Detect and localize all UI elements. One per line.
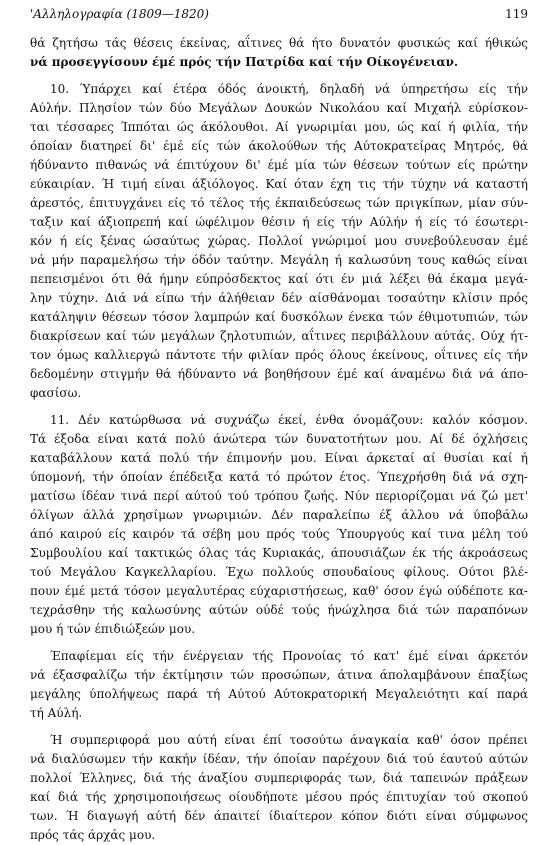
- text-line: νά έξασφαλίζω τήν έκτίμησιν τών προσώπων, άτινα άπολαμβάνουν έπαξίως: [30, 668, 528, 682]
- paragraph-gap: [30, 403, 528, 411]
- text-line: των. Ή διαγωγή αύτή δέν άπαιτεί ίδιαίτερον κόπον διότι είναι σύμφωνος: [30, 809, 528, 823]
- text-line: ται τέσσαρες Ίππόται ώς άκόλουθοι. Αί γνωριμίαι μου, ώς καί ή φιλία, τήν: [30, 120, 528, 134]
- text-line: καί διά τής χρησιμοποιήσεως οίουδήποτε μέσου πρός έπιτυχίαν τού σκοπού: [30, 790, 528, 804]
- text-line: ματίσω ίδέαν τινά περί αύτού τού τρόπου ζωής. Νύν περιορίζομαι νά ζώ μετ': [30, 489, 528, 503]
- text-line: τον όμως καλλιεργώ πάντοτε τήν φιλίαν πρός όλους έκείνους, οΐτινες είς τήν: [30, 348, 528, 362]
- text-line: ύπομονή, τήν όποίαν έπέδειξα κατά τό πρώτον έτος. Ύπεχρήσθη διά νά σχη-: [30, 470, 528, 484]
- text-line: ήδύναντο πιθανώς νά έπιτύχουν δι' έμέ μία τών θέσεων τούτων είς πρώτην: [30, 158, 528, 172]
- text-line: άρεστός, έπιτυγχάνει είς τό τέλος τής έκπαιδεύσεως τών πριγκίπων, μίαν σύν-: [30, 196, 528, 210]
- text-line: λην τύχην. Διά νά είπω τήν άλήθειαν δέν αίσθάνομαι τοσαύτην κλίσιν πρός: [30, 291, 528, 305]
- text-line: θά ζητήσω τάς θέσεις έκείνας, αΐτινες θά ήτο δυνατόν φυσικώς καί ήθικώς: [30, 36, 528, 50]
- text-line: διακρίσεων καί τών μεγάλων ζηλοτυπιών, αΐτινες περιβάλλουν αύτάς. Ούχ ήτ-: [30, 329, 528, 343]
- text-line: μου ή τών έπιδιώξεών μου.: [30, 622, 196, 636]
- running-title: 'Αλληλογραφία (1809—1820): [30, 7, 209, 21]
- text-line: 11. Δέν κατώρθωσα νά συχνάζω έκεί, ένθα όνομάζουν: καλόν κόσμον.: [50, 413, 528, 427]
- text-line: πεπεισμένοι ότι θά ήμην εύπρόσδεκτος καί ότι έν μιά λέξει θά έκαμα μεγά-: [30, 272, 528, 286]
- text-line: τή Αύλή.: [30, 706, 83, 720]
- text-line: πολλοί Έλληνες, διά τής άναξίου συμπεριφοράς των, διά ταπεινών πράξεων: [30, 771, 528, 785]
- text-line: Έπαφίεμαι είς τήν ένέργειαν τής Προνοίας τό κατ' έμέ είναι άρκετόν: [50, 649, 528, 663]
- paragraph-gap: [30, 72, 528, 80]
- text-line: νά διαλύσωμεν τήν κακήν ίδέαν, τήν όποίαν παρέχουν διά τού έαυτού αύτών: [30, 752, 528, 766]
- running-head: [30, 6, 528, 26]
- text-line: εύκαιρίαν. Ή τιμή είναι άξιόλογος. Καί όταν έχη τις τήν τύχην νά καταστή: [30, 177, 528, 191]
- paragraph: [30, 80, 528, 403]
- text-line: 10. Ύπάρχει καί έτέρα όδός άνοικτή, δηλαδή νά ύπηρετήσω είς τήν: [50, 82, 528, 96]
- text-line: πουν έμέ μετά τόσον μεγαλυτέρας εύχαριστήσεως, καθ' όσον έγώ ούδέποτε κα-: [30, 584, 528, 598]
- text-line: νά προσεγγίσουν έμέ πρός τήν Πατρίδα καί τήν Οίκογένειαν.: [30, 55, 459, 69]
- text-line: κατάληψιν θέσεων τόσον λαμπρών καί δυσκόλων ένεκα τών έθιμοτυπιών, τών: [30, 310, 528, 324]
- text-line: τού Μεγάλου Καγκελλαρίου. Έχω πολλούς σπουδαίους φίλους. Ούτοι βλέ-: [30, 565, 528, 579]
- paragraph-gap: [30, 723, 528, 731]
- paragraph: [30, 411, 528, 639]
- text-line: όλίγων άλλά χρησίμων γνωριμιών. Δέν παραλείπω έξ άλλου νά ύποβάλω: [30, 508, 528, 522]
- body-text: [30, 34, 528, 845]
- text-line: μεγάλης ύπολήψεως παρά τή Αύτού Αύτοκρατορική Μεγαλειότητι καί παρά: [30, 687, 528, 701]
- paragraph: [30, 647, 528, 723]
- text-line: άπό καιρού είς καιρόν τά σέβη μου πρός τούς Ύπουργούς καί τινα μέλη τού: [30, 527, 528, 541]
- text-line: κόν ή είς ξένας ώσαύτως χώρας. Πολλοί γνώριμοί μου συνεβούλευσαν έμέ: [30, 234, 528, 248]
- text-line: Τά έξοδα είναι κατά πολύ άνώτερα τών δυνατοτήτων μου. Αί δέ όχλήσεις: [30, 432, 528, 446]
- text-line: καταβάλλουν κατά πολύ τήν έπιμονήν μου. Είναι άρκεταί αί θυσίαι καί ή: [30, 451, 528, 465]
- text-line: δεδομένην στιγμήν θά ήδύναντο νά βοηθήσουν έμέ καί άναμένω διά νά άπο-: [30, 367, 528, 381]
- text-line: Αύλήν. Πλησίον τών δύο Μεγάλων Δουκών Νικολάου καί Μιχαήλ εύρίσκον-: [30, 101, 528, 115]
- text-line: πρός τάς άρχάς μου.: [30, 828, 156, 842]
- paragraph: [30, 731, 528, 845]
- text-line: Ή συμπεριφορά μου αύτή είναι έπί τοσούτω άναγκαία καθ' όσον πρέπει: [50, 733, 528, 747]
- text-line: νά μήν παραμελήσω τήν όδόν ταύτην. Μεγάλη ή καλωσύνη τους καθώς είναι: [30, 253, 528, 267]
- text-line: τεχράσθην τής καλωσύνης αύτών ούδέ τούς ήνώχλησα διά τών παραπόνων: [30, 603, 528, 617]
- page-number: 119: [505, 7, 528, 21]
- text-line: φασίσω.: [30, 386, 82, 400]
- text-line: Συμβουλίου καί τακτικώς όλας τάς Κυριακάς, άπουσιάζων έκ τής άκροάσεως: [30, 546, 528, 560]
- paragraph-gap: [30, 639, 528, 647]
- text-line: ταξιν καί άξιοπρεπή καί ώφέλιμον θέσιν ή είς τήν Αύλήν ή είς τό έσωτερι-: [30, 215, 528, 229]
- text-line: όποίαν διατηρεί δι' έμέ είς τών άκολούθων τής Αύτοκρατείρας Μητρός, θά: [30, 139, 528, 153]
- paragraph: [30, 34, 528, 72]
